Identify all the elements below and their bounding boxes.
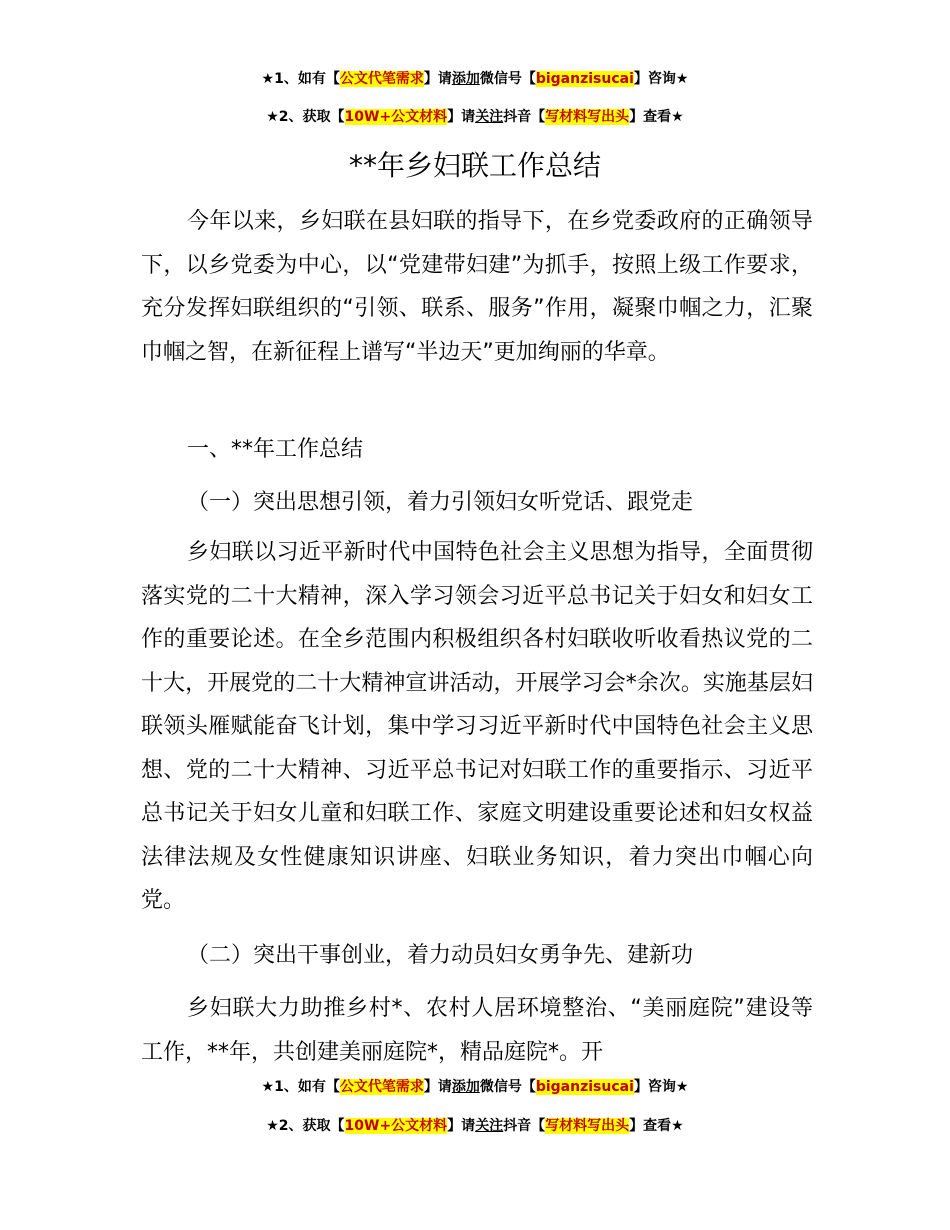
- promo-suffix: 】咨询★: [633, 1079, 689, 1095]
- header-promo-line-1: [0, 68, 950, 90]
- promo-prefix: ★1、如有【: [261, 1079, 340, 1095]
- promo-text: 抖音【: [503, 109, 546, 125]
- promo-text: 】请: [447, 1118, 476, 1134]
- header-promo-line-2: [0, 106, 950, 128]
- promo-text: 】请: [423, 1079, 452, 1095]
- subsection-heading-2: （二）突出干事创业，着力动员妇女勇争先、建新功: [187, 943, 694, 968]
- promo-wechat-id: biganzisucai: [535, 71, 634, 87]
- body-paragraph-1: 乡妇联以习近平新时代中国特色社会主义思想为指导，全面贯彻落实党的二十大精神，深入学习领会习近平总书记关于妇女和妇女工作的重要论述。在全乡范围内积极组织各村妇联收听收看热议党的二十大，开展党的二十大精神宣讲活动，开展学习会*余次。实施基层妇联领头雁赋能奋飞计划，集中学习习近平新时代中国特色社会主义思想、党的二十大精神、习近平总书记对妇联工作的重要指示、习近平总书记关于妇女儿童和妇联工作、家庭文明建设重要论述和妇女权益法律法规及女性健康知识讲座、妇联业务知识，着力突出巾帼心向党。: [141, 540, 813, 913]
- promo-suffix: 】查看★: [629, 109, 684, 125]
- promo-wechat-id: biganzisucai: [535, 1079, 634, 1095]
- promo-douyin-id: 写材料写出头: [545, 109, 630, 125]
- promo-highlight: 公文代笔需求: [339, 1079, 424, 1095]
- promo-douyin-id: 写材料写出头: [545, 1118, 630, 1134]
- footer-promo-line-1: [0, 1076, 950, 1098]
- intro-paragraph: 今年以来，乡妇联在县妇联的指导下，在乡党委政府的正确领导下，以乡党委为中心，以“党建带妇建”为抓手，按照上级工作要求，充分发挥妇联组织的“引领、联系、服务”作用，凝聚巾帼之力，汇聚巾帼之智，在新征程上谱写“半边天”更加绚丽的华章。: [141, 209, 813, 365]
- body-paragraph-2: 乡妇联大力助推乡村*、农村人居环境整治、“美丽庭院”建设等工作，**年，共创建美丽庭院*，精品庭院*。开: [141, 996, 813, 1065]
- promo-text: 抖音【: [503, 1118, 546, 1134]
- promo-highlight: 10W+公文材料: [344, 1118, 448, 1134]
- subsection-heading-1: （一）突出思想引领，着力引领妇女听党话、跟党走: [187, 490, 694, 515]
- promo-prefix: ★1、如有【: [261, 71, 340, 87]
- section-heading-1: 一、**年工作总结: [187, 437, 364, 462]
- promo-text: 】请: [423, 71, 452, 87]
- promo-underlined: 关注: [475, 1118, 504, 1134]
- promo-highlight: 10W+公文材料: [344, 109, 448, 125]
- promo-suffix: 】查看★: [629, 1118, 684, 1134]
- promo-text: 】请: [447, 109, 476, 125]
- promo-prefix: ★2、获取【: [266, 1118, 345, 1134]
- promo-text: 微信号【: [479, 1079, 536, 1095]
- document-title: **年乡妇联工作总结: [348, 149, 601, 182]
- promo-underlined: 关注: [475, 109, 504, 125]
- promo-text: 微信号【: [479, 71, 536, 87]
- promo-highlight: 公文代笔需求: [339, 71, 424, 87]
- promo-underlined: 添加: [451, 1079, 480, 1095]
- promo-prefix: ★2、获取【: [266, 109, 345, 125]
- promo-underlined: 添加: [451, 71, 480, 87]
- footer-promo-line-2: [0, 1115, 950, 1137]
- promo-suffix: 】咨询★: [633, 71, 689, 87]
